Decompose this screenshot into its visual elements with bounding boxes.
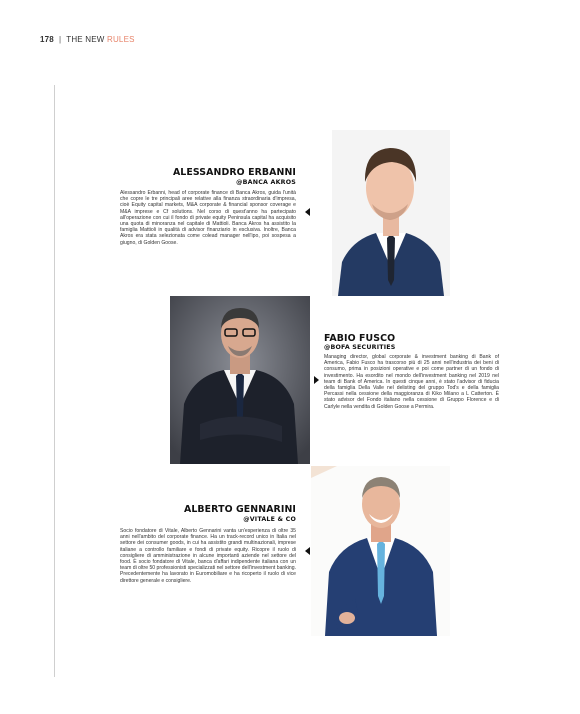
left-margin-rule (54, 85, 55, 677)
profile-name: FABIO FUSCO (324, 333, 396, 344)
portrait-photo (332, 130, 450, 296)
section-title: THE NEW (66, 35, 105, 44)
profile-bio: Alessandro Erbanni, head of corporate finance di Banca Akros, guida l'unità che copre le tre principali aree relative alla finanza straordinaria d'impresa, cioè Equity capital markets, M&A corporate & financial sponsor coverage e M&A imprese e Cf solutions. Nel corso di quest'anno ha partecipato all'operazione con cui il fondo di private equity Peninsula capital ha acquisito una quota di minoranza nel capitale di Mattioli. Banca Akros ha assistito la famiglia Mattioli in qualità di advisor finanziario in esclusiva. Inoltre, Banca Akros era stata selezionata come colead manager nell'ipo, poi sospesa a giugno, di Golden Goose. (120, 190, 296, 246)
profile-name: ALESSANDRO ERBANNI (172, 167, 296, 178)
profile-company: @BOFA SECURITIES (324, 344, 396, 351)
profile-company: @BANCA AKROS (236, 179, 296, 186)
header-separator: | (58, 35, 62, 44)
section-title-highlight: RULES (106, 35, 135, 44)
profile-company: @VITALE & CO (243, 516, 296, 523)
pointer-arrow-icon (314, 376, 319, 384)
pointer-arrow-icon (305, 208, 310, 216)
running-header (40, 35, 135, 44)
pointer-arrow-icon (305, 547, 310, 555)
profile-bio: Socio fondatore di Vitale, Alberto Gennarini vanta un'esperienza di oltre 35 anni nell'ambito del corporate finance. Ha un track-record unico in Italia nel settore dei consumer goods, in cui ha assistito grandi multinazionali, imprese italiane a controllo familiare e fondi di private equity. Ricopre il ruolo di consigliere di amministrazione in alcune importanti aziende nel settore del food. È socio fondatore di Vitale, banca d'affari indipendente italiana con un team di oltre 50 professionisti specializzati nel settore dell'investment banking. Precedentemente ha lavorato in Euromobiliare e ha ricoperto il ruolo di vice direttore generale e consigliere. (120, 528, 296, 584)
profile-name: ALBERTO GENNARINI (184, 504, 296, 515)
page-number: 178 (40, 35, 54, 44)
portrait-photo (170, 296, 310, 464)
portrait-photo (311, 466, 450, 636)
profile-bio: Managing director, global corporate & investment banking di Bank of America, Fabio Fusco ha trascorso più di 25 anni nell'industria dei beni di consumo, prima in posizioni operative e poi come partner di un fondo di investimento. Ha esordito nel mondo dell'investment banking nel 2019 nel team di Bank of America. In questi cinque anni, è stato l'advisor di fiducia della famiglia Della Valle nel delisting del gruppo Tod's e della famiglia Percassi nella cessione della maggioranza di Kiko Milano a L Catterton. È stato advisor del Fondo italiano nella cessione di Gruppo Florence e di Carlyle nella vendita di Golden Goose a Permira. (324, 354, 499, 410)
